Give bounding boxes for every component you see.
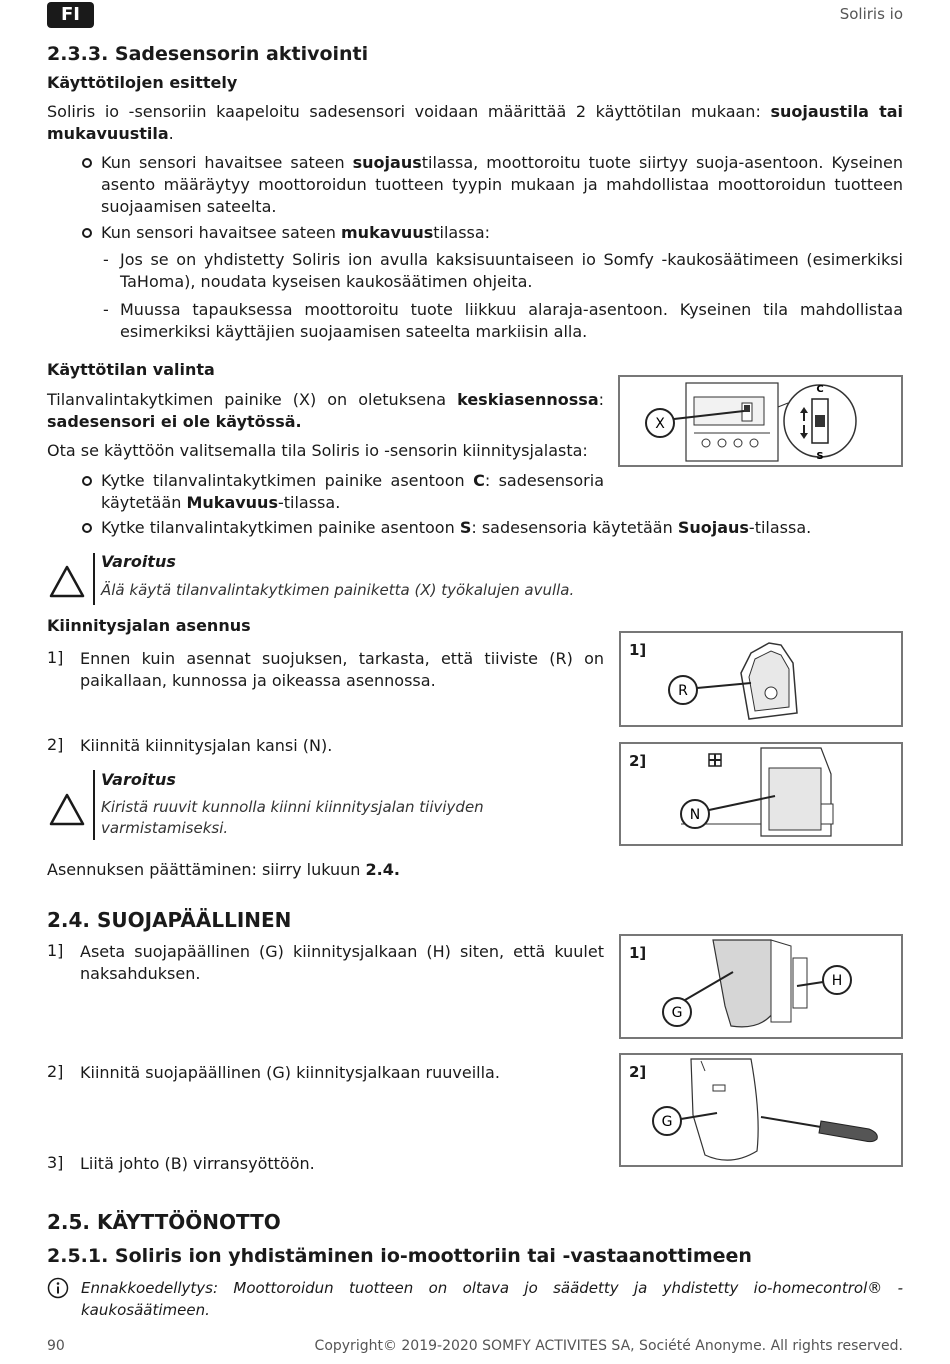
figure-number: 2] bbox=[629, 752, 647, 770]
bullet-icon bbox=[82, 228, 92, 238]
bullet-protection: Kun sensori havaitsee sateen suojaustilassa, moottoroitu tuote siirtyy suoja-asentoon. Kyseinen asento määräytyy moottoroidun tuotteen tyypin mukaan ja mahdollistaa moottoroidun tuotteen suojaamisen sateelta. bbox=[101, 153, 903, 216]
figure-label-c: C bbox=[816, 384, 824, 395]
seal-illustration bbox=[621, 633, 901, 725]
bullet-comfort: Kun sensori havaitsee sateen mukavuustilassa: bbox=[101, 223, 491, 242]
cover-illustration bbox=[621, 744, 901, 844]
warning-icon bbox=[49, 793, 85, 827]
figure-label-g: G bbox=[661, 1114, 673, 1130]
figure-seal bbox=[619, 631, 903, 727]
bullet-icon bbox=[82, 523, 92, 533]
step-number: 1] bbox=[47, 648, 64, 667]
step-number: 1] bbox=[47, 941, 64, 960]
step-connect-power: Liitä johto (B) virransyöttöön. bbox=[80, 1154, 315, 1173]
dash-icon: - bbox=[103, 300, 109, 319]
figure-label-h: H bbox=[831, 973, 843, 989]
step-number: 2] bbox=[47, 735, 64, 754]
product-name: Soliris io bbox=[839, 5, 903, 23]
figure-label-g: G bbox=[671, 1005, 683, 1021]
bullet-icon bbox=[82, 158, 92, 168]
subheading-mounting: Kiinnitysjalan asennus bbox=[47, 616, 251, 635]
step-number: 2] bbox=[47, 1062, 64, 1081]
bullet-icon bbox=[82, 476, 92, 486]
info-icon bbox=[47, 1277, 69, 1299]
dash-icon: - bbox=[103, 250, 109, 269]
figure-label-x: X bbox=[655, 416, 665, 432]
warning-title: Varoitus bbox=[101, 770, 176, 789]
section-title: 2.3.3. Sadesensorin aktivointi bbox=[47, 43, 369, 65]
step-check-seal: Ennen kuin asennat suojuksen, tarkasta, että tiiviste (R) on paikallaan, kunnossa ja oikeassa asennossa. bbox=[80, 649, 604, 690]
step-place-cover: Aseta suojapäällinen (G) kiinnitysjalkaan (H) siten, että kuulet naksahduksen. bbox=[80, 942, 604, 983]
subheading-modes: Käyttötilojen esittely bbox=[47, 73, 238, 92]
place-cover-illustration bbox=[621, 936, 901, 1037]
subsection-title-pairing: 2.5.1. Soliris ion yhdistäminen io-moottoriin tai -vastaanottimeen bbox=[47, 1245, 752, 1267]
subheading-select: Käyttötilan valinta bbox=[47, 360, 215, 379]
select-paragraph: Tilanvalintakytkimen painike (X) on oletuksena keskiasennossa: sadesensori ei ole käytössä. bbox=[47, 390, 604, 431]
warning-text: Älä käytä tilanvalintakytkimen painiketta (X) työkalujen avulla. bbox=[101, 581, 575, 599]
figure-number: 1] bbox=[629, 944, 647, 962]
figure-place-cover bbox=[619, 934, 903, 1039]
mode-switch-illustration bbox=[620, 377, 901, 465]
language-badge: FI bbox=[47, 2, 94, 28]
warning-divider bbox=[93, 770, 95, 840]
step-number: 3] bbox=[47, 1153, 64, 1172]
bullet-mode-c: Kytke tilanvalintakytkimen painike asentoon C: sadesensoria käytetään Mukavuus-tilassa. bbox=[101, 471, 605, 512]
warning-title: Varoitus bbox=[101, 552, 176, 571]
figure-label-r: R bbox=[678, 683, 688, 699]
end-note: Asennuksen päättäminen: siirry lukuun 2.4. bbox=[47, 860, 400, 879]
select-paragraph-2: Ota se käyttöön valitsemalla tila Soliris io -sensorin kiinnitysjalasta: bbox=[47, 441, 588, 460]
info-note: Ennakkoedellytys: Moottoroidun tuotteen on oltava jo säädetty ja yhdistetty io-homecontrol® -kaukosäätimeen. bbox=[81, 1279, 903, 1319]
dash-item-connected: Jos se on yhdistetty Soliris ion avulla kaksisuuntaiseen io Somfy -kaukosäätimeen (esimerkiksi TaHoma), noudata kyseisen kaukosäätimen ohjeita. bbox=[120, 250, 903, 291]
figure-number: 1] bbox=[629, 641, 647, 659]
step-fix-cover: Kiinnitä kiinnitysjalan kansi (N). bbox=[80, 736, 333, 755]
figure-cover bbox=[619, 742, 903, 846]
copyright: Copyright© 2019-2020 SOMFY ACTIVITES SA, Société Anonyme. All rights reserved. bbox=[314, 1338, 903, 1354]
step-screw-cover: Kiinnitä suojapäällinen (G) kiinnitysjalkaan ruuveilla. bbox=[80, 1063, 500, 1082]
screw-cover-illustration bbox=[621, 1055, 901, 1165]
warning-text: Kiristä ruuvit kunnolla kiinni kiinnitysjalan tiiviyden varmistamiseksi. bbox=[101, 798, 484, 837]
figure-screw-cover bbox=[619, 1053, 903, 1167]
warning-icon bbox=[49, 565, 85, 599]
bullet-mode-s: Kytke tilanvalintakytkimen painike asentoon S: sadesensoria käytetään Suojaus-tilassa. bbox=[101, 518, 812, 537]
figure-label-n: N bbox=[689, 807, 701, 823]
figure-mode-switch bbox=[618, 375, 903, 467]
page-number: 90 bbox=[47, 1338, 65, 1354]
figure-number: 2] bbox=[629, 1063, 647, 1081]
dash-item-other: Muussa tapauksessa moottoroitu tuote liikkuu alaraja-asentoon. Kyseinen tila mahdollistaa esimerkiksi käyttäjien suojaamisen sateelta markiisin alla. bbox=[120, 300, 903, 341]
figure-label-s: S bbox=[816, 451, 824, 462]
intro-paragraph: Soliris io -sensoriin kaapeloitu sadesensori voidaan määrittää 2 käyttötilan mukaan: suojaustila tai mukavuustila. bbox=[47, 102, 903, 143]
section-title-commissioning: 2.5. KÄYTTÖÖNOTTO bbox=[47, 1210, 281, 1234]
section-title-cover: 2.4. SUOJAPÄÄLLINEN bbox=[47, 908, 292, 932]
warning-divider bbox=[93, 553, 95, 605]
